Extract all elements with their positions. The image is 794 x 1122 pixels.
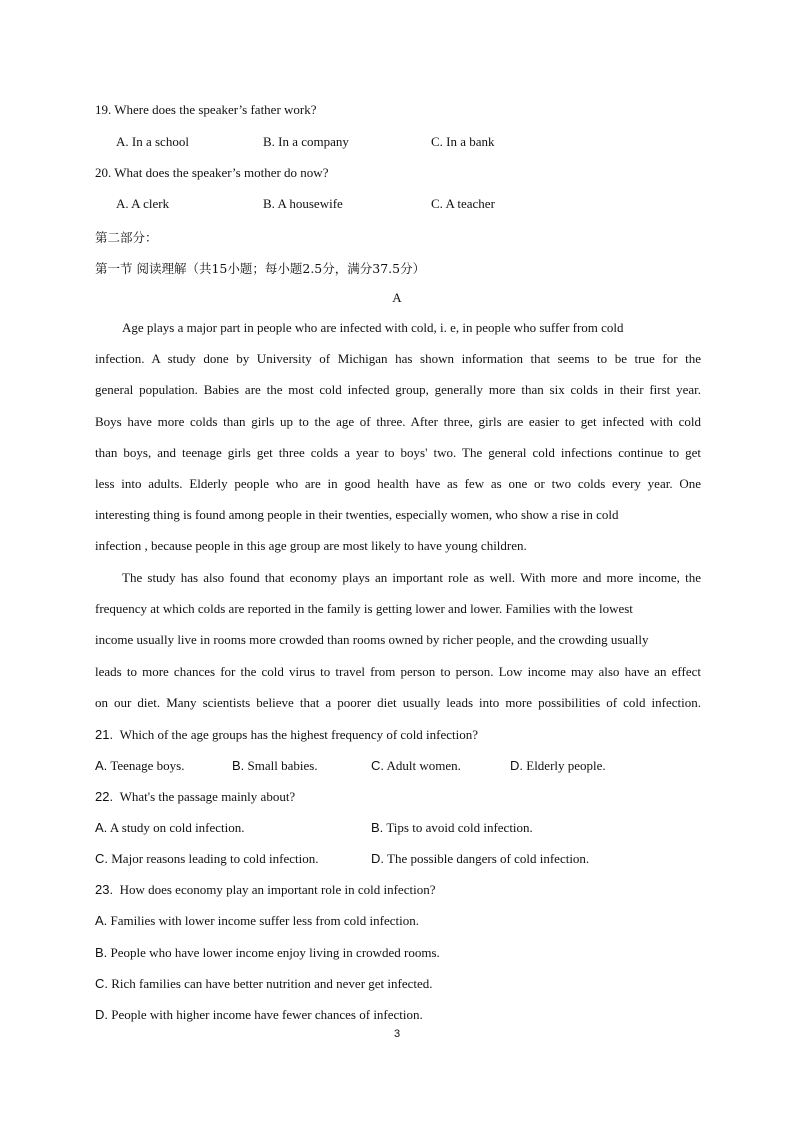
paragraph-line: The study has also found that economy plays an important role as well. With more and more income, the	[122, 570, 701, 585]
paragraph-line: leads to more chances for the cold virus to travel from person to person. Low income may also have an effect	[95, 663, 701, 679]
paragraph-line: infection , because people in this age group are most likely to have young children.	[95, 538, 527, 554]
question-23	[95, 882, 435, 898]
page-number: 3	[393, 1028, 401, 1040]
passage-label: A	[392, 290, 402, 305]
q22-option-c: C. Major reasons leading to cold infection.	[95, 851, 319, 866]
paragraph-line: interesting thing is found among people in their twenties, especially women, who show a rise in cold	[95, 507, 619, 523]
question-text: Which of the age groups has the highest frequency of cold infection?	[119, 727, 479, 742]
q23-option-c: C. Rich families can have better nutrition and never get infected.	[95, 976, 433, 991]
q20-option-a: A. A clerk	[116, 196, 170, 211]
paragraph-line: than boys, and teenage girls get three colds a year to boys' two. The general cold infections continue to get	[95, 444, 701, 460]
q23-option-d: D. People with higher income have fewer chances of infection.	[95, 1007, 423, 1022]
paragraph-line: frequency at which colds are reported in the family is getting lower and lower. Families with the lowest	[95, 601, 633, 617]
q21-option-a: A. Teenage boys.	[95, 758, 185, 773]
paragraph-line: Age plays a major part in people who are infected with cold, i. e, in people who suffer from cold	[122, 320, 624, 335]
q19-option-b: B. In a company	[263, 134, 349, 149]
question-21	[95, 727, 478, 743]
q21-option-b: B. Small babies.	[232, 758, 318, 773]
question-number: 23.	[95, 882, 114, 897]
q20-option-b: B. A housewife	[263, 196, 343, 211]
question-text: What's the passage mainly about?	[119, 789, 296, 804]
q23-option-a: A. Families with lower income suffer less from cold infection.	[95, 913, 419, 928]
question-number: 21.	[95, 727, 114, 742]
question-22	[95, 789, 295, 805]
q21-option-d: D. Elderly people.	[510, 758, 606, 773]
paragraph-line: less into adults. Elderly people who are in good health have as few as one or two colds every year. One	[95, 475, 701, 491]
passage-paragraph-2	[95, 568, 701, 724]
paragraph-line: infection. A study done by University of Michigan has shown information that seems to be true for the	[95, 351, 701, 367]
q20-option-c: C. A teacher	[431, 196, 495, 211]
question-20: 20. What does the speaker’s mother do now?	[95, 165, 329, 180]
section-1-title: 第一节 阅读理解（共15小题；每小题2.5分，满分37.5分）	[95, 261, 426, 276]
paragraph-line: on our diet. Many scientists believe that a poorer diet usually leads into more possibilities of cold infection.	[95, 694, 701, 710]
paragraph-line: income usually live in rooms more crowded than rooms owned by richer people, and the crowding usually	[95, 632, 649, 648]
q19-option-a: A. In a school	[116, 134, 189, 149]
paragraph-line: Boys have more colds than girls up to the age of three. After three, girls are easier to get infected with cold	[95, 413, 701, 429]
q22-option-a: A. A study on cold infection.	[95, 820, 245, 835]
q21-option-c: C. Adult women.	[371, 758, 461, 773]
q23-option-b: B. People who have lower income enjoy living in crowded rooms.	[95, 945, 440, 960]
question-19: 19. Where does the speaker’s father work?	[95, 102, 317, 117]
paragraph-line: general population. Babies are the most cold infected group, generally more than six colds in their first year.	[95, 382, 701, 398]
part-2-title: 第二部分：	[95, 230, 158, 245]
q19-option-c: C. In a bank	[431, 134, 495, 149]
question-text: How does economy play an important role in cold infection?	[119, 882, 436, 897]
q22-option-d: D. The possible dangers of cold infection.	[371, 851, 590, 866]
q22-option-b: B. Tips to avoid cold infection.	[371, 820, 533, 835]
question-number: 22.	[95, 789, 114, 804]
passage-paragraph-1	[95, 318, 701, 568]
